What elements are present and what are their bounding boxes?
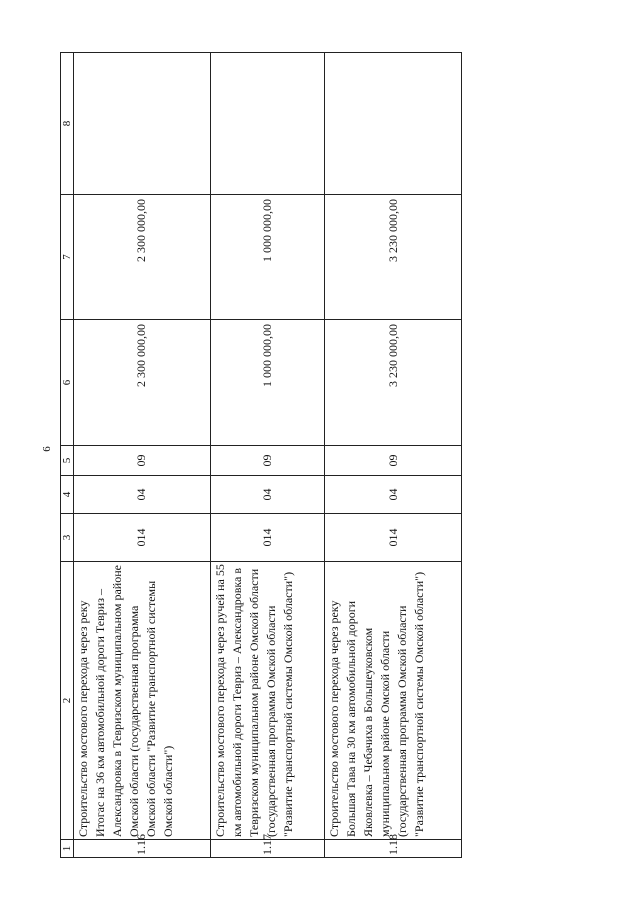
column-header: 3 bbox=[61, 514, 74, 562]
cell-col8 bbox=[325, 53, 462, 195]
cell-col6: 3 230 000,00 bbox=[325, 320, 462, 446]
column-header: 7 bbox=[61, 195, 74, 320]
row-number: 1.16 bbox=[74, 840, 211, 858]
column-header: 8 bbox=[61, 53, 74, 195]
cell-col5: 09 bbox=[210, 446, 325, 476]
cell-col6: 2 300 000,00 bbox=[74, 320, 211, 446]
row-number: 1.17 bbox=[210, 840, 325, 858]
cell-col4: 04 bbox=[210, 476, 325, 514]
column-header: 6 bbox=[61, 320, 74, 446]
column-header: 1 bbox=[61, 840, 74, 858]
cell-col8 bbox=[210, 53, 325, 195]
cell-col8 bbox=[74, 53, 211, 195]
row-description: Строительство мостового перехода через реку Итогас на 36 км автомобильной дороги Тевриз – Александровка в Тевризском муниципальном районе Омской области (государственная программа Омской области "Развитие транспортной системы Омской области") bbox=[74, 562, 211, 840]
rotated-table-wrapper bbox=[60, 53, 462, 858]
cell-col7: 2 300 000,00 bbox=[74, 195, 211, 320]
cell-col7: 3 230 000,00 bbox=[325, 195, 462, 320]
table-row bbox=[210, 53, 325, 858]
cell-col6: 1 000 000,00 bbox=[210, 320, 325, 446]
table-row bbox=[325, 53, 462, 858]
row-description: Строительство мостового перехода через ручей на 55 км автомобильной дороги Тевриз – Александровка в Тевризском муниципальном районе Омской области (государственная программа Омской области "Развитие транспортной системы Омской области") bbox=[210, 562, 325, 840]
row-number: 1.18 bbox=[325, 840, 462, 858]
column-header: 2 bbox=[61, 562, 74, 840]
column-header: 5 bbox=[61, 446, 74, 476]
column-header: 4 bbox=[61, 476, 74, 514]
cell-col5: 09 bbox=[325, 446, 462, 476]
cell-col7: 1 000 000,00 bbox=[210, 195, 325, 320]
cell-col5: 09 bbox=[74, 446, 211, 476]
cell-col3: 014 bbox=[74, 514, 211, 562]
cell-col4: 04 bbox=[74, 476, 211, 514]
cell-col4: 04 bbox=[325, 476, 462, 514]
budget-table bbox=[60, 52, 462, 858]
page-number: 6 bbox=[40, 446, 53, 452]
table-row bbox=[74, 53, 211, 858]
cell-col3: 014 bbox=[325, 514, 462, 562]
row-description: Строительство мостового перехода через реку Большая Тава на 30 км автомобильной дороги Яковлевка – Чебачиха в Большеуковском муниципальном районе Омской области (государственная программа Омской области "Развитие транспортной системы Омской области") bbox=[325, 562, 462, 840]
header-row bbox=[61, 53, 74, 858]
cell-col3: 014 bbox=[210, 514, 325, 562]
